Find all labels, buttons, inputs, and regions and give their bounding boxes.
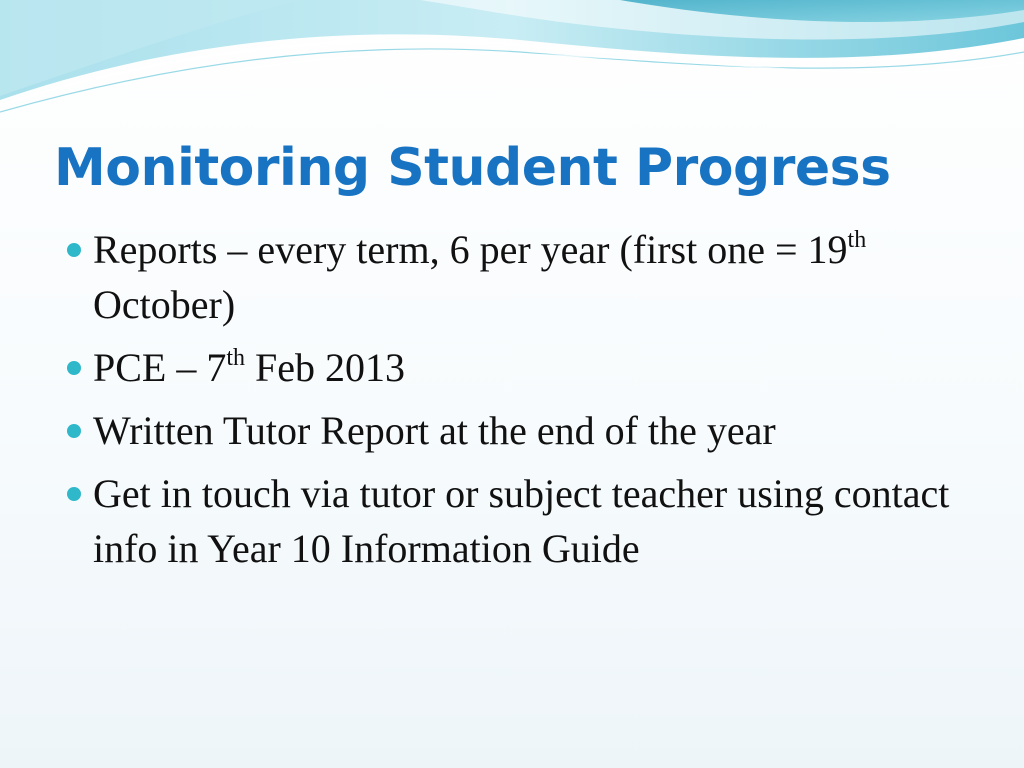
bullet-item-pce <box>64 340 964 395</box>
bullet-text: Get in touch via tutor or subject teacher using contact info in Year 10 Information Guide <box>93 471 950 571</box>
bullet-item-tutor-report <box>64 403 964 458</box>
bullet-dot-icon <box>67 361 81 375</box>
bullet-text: Reports – every term, 6 per year (first one = 19 <box>93 227 848 272</box>
bullet-text-continued: Feb 2013 <box>245 345 406 390</box>
bullet-text: Written Tutor Report at the end of the year <box>93 408 776 453</box>
bullet-dot-icon <box>67 424 81 438</box>
bullet-item-contact <box>64 466 964 576</box>
bullet-text-continued: October) <box>93 282 236 327</box>
header-wave-decoration <box>0 0 1024 120</box>
ordinal-superscript: th <box>847 227 867 253</box>
bullet-item-reports <box>64 222 964 332</box>
slide-title: Monitoring Student Progress <box>54 138 891 198</box>
bullet-dot-icon <box>67 243 81 257</box>
bullet-list <box>64 222 964 584</box>
ordinal-superscript: th <box>226 345 246 371</box>
bullet-text: PCE – 7 <box>93 345 227 390</box>
bullet-dot-icon <box>67 487 81 501</box>
